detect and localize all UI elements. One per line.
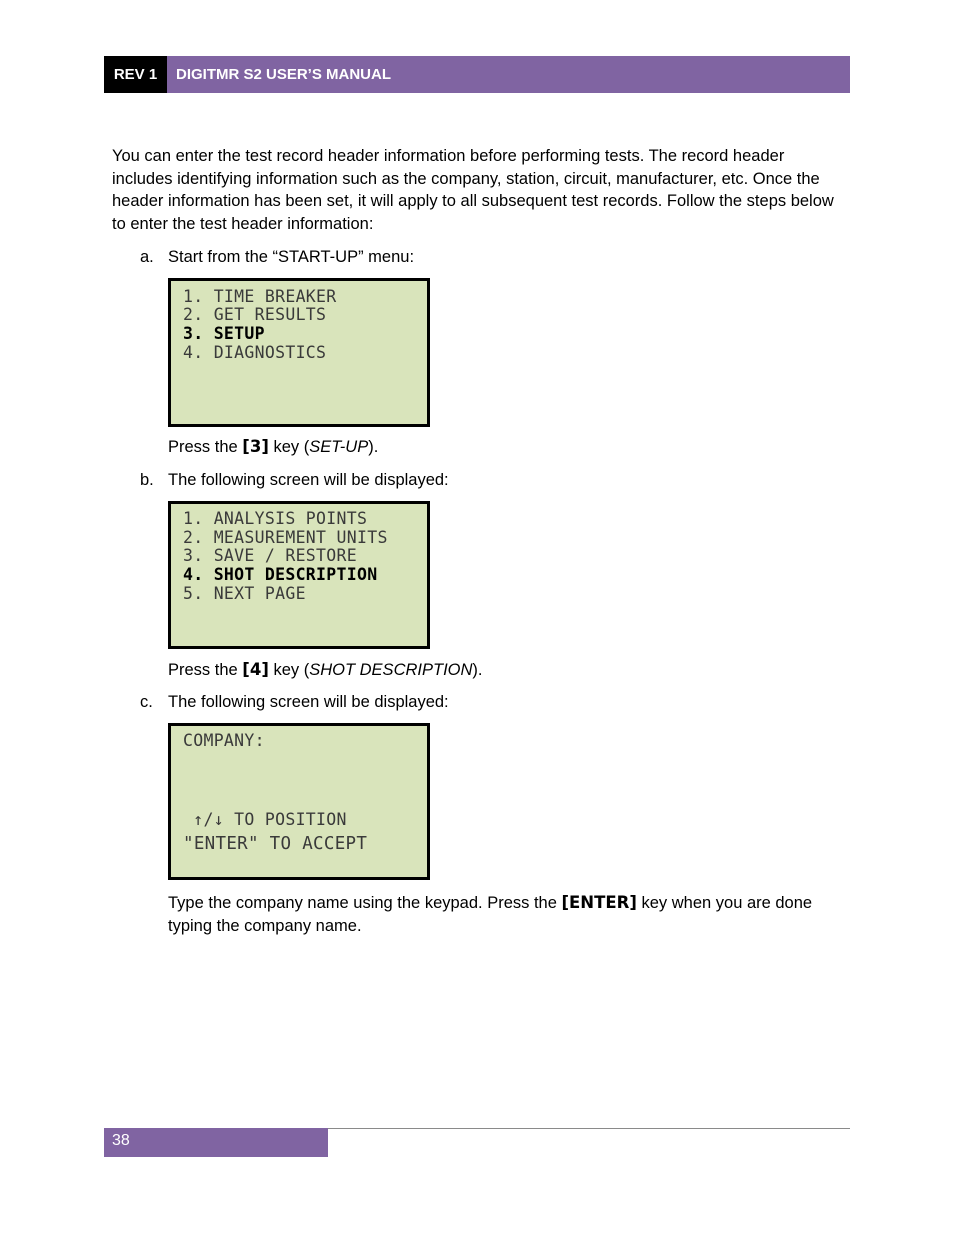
instruction-text: Press the (168, 661, 243, 679)
lcd-line: 2. MEASUREMENT UNITS (183, 528, 388, 547)
instruction-text: key when you are done typing the company name. (168, 894, 813, 935)
lcd-line: 2. GET RESULTS (183, 305, 327, 324)
step-c-label: c. (140, 693, 153, 711)
step-b-instruction (168, 659, 848, 681)
instruction-text: key ( (268, 661, 310, 679)
key-4: [4] (242, 660, 269, 679)
revision-label: REV 1 (104, 56, 167, 93)
lcd-line: 1. ANALYSIS POINTS (183, 509, 368, 528)
instruction-text: key ( (268, 438, 310, 456)
step-c-instruction (168, 891, 840, 938)
lcd-line-selected: 4. SHOT DESCRIPTION (183, 565, 378, 584)
lcd-line: 4. DIAGNOSTICS (183, 343, 327, 362)
key-enter: [ENTER] (561, 893, 637, 912)
manual-title: DIGITMR S2 USER’S MANUAL (176, 66, 392, 83)
instruction-text: ). (472, 661, 483, 679)
step-a-instruction (168, 436, 848, 458)
key-description: SHOT DESCRIPTION (309, 661, 473, 679)
instruction-text: Press the (168, 438, 243, 456)
lcd-company-entry (168, 723, 430, 880)
lcd-setup-menu (168, 501, 430, 649)
lcd-line-selected: 3. SETUP (183, 324, 265, 343)
step-b-text: The following screen will be displayed: (168, 471, 449, 489)
instruction-text: Type the company name using the keypad. Press the (168, 894, 562, 912)
lcd-line: "ENTER" TO ACCEPT (183, 834, 368, 854)
step-b-label: b. (140, 471, 154, 489)
lcd-startup-menu (168, 278, 430, 427)
instruction-text: ). (368, 438, 379, 456)
key-3: [3] (242, 437, 269, 456)
intro-paragraph: You can enter the test record header information before performing tests. The record header includes identifying information such as the company, station, circuit, manufacturer, etc. Once the header information has been set, it will apply to all subsequent test records. Follow the steps below to enter the test header information: (112, 147, 834, 234)
step-a-text: Start from the “START-UP” menu: (168, 248, 415, 266)
page-number: 38 (104, 1128, 328, 1157)
key-description: SET-UP (309, 438, 369, 456)
lcd-line: 3. SAVE / RESTORE (183, 546, 357, 565)
step-c-text: The following screen will be displayed: (168, 693, 449, 711)
lcd-line: 1. TIME BREAKER (183, 287, 337, 306)
lcd-line: ↑/↓ TO POSITION (183, 810, 347, 829)
lcd-line: COMPANY: (183, 731, 265, 750)
step-a-label: a. (140, 248, 154, 266)
footer-divider (328, 1128, 850, 1129)
lcd-line: 5. NEXT PAGE (183, 584, 306, 603)
